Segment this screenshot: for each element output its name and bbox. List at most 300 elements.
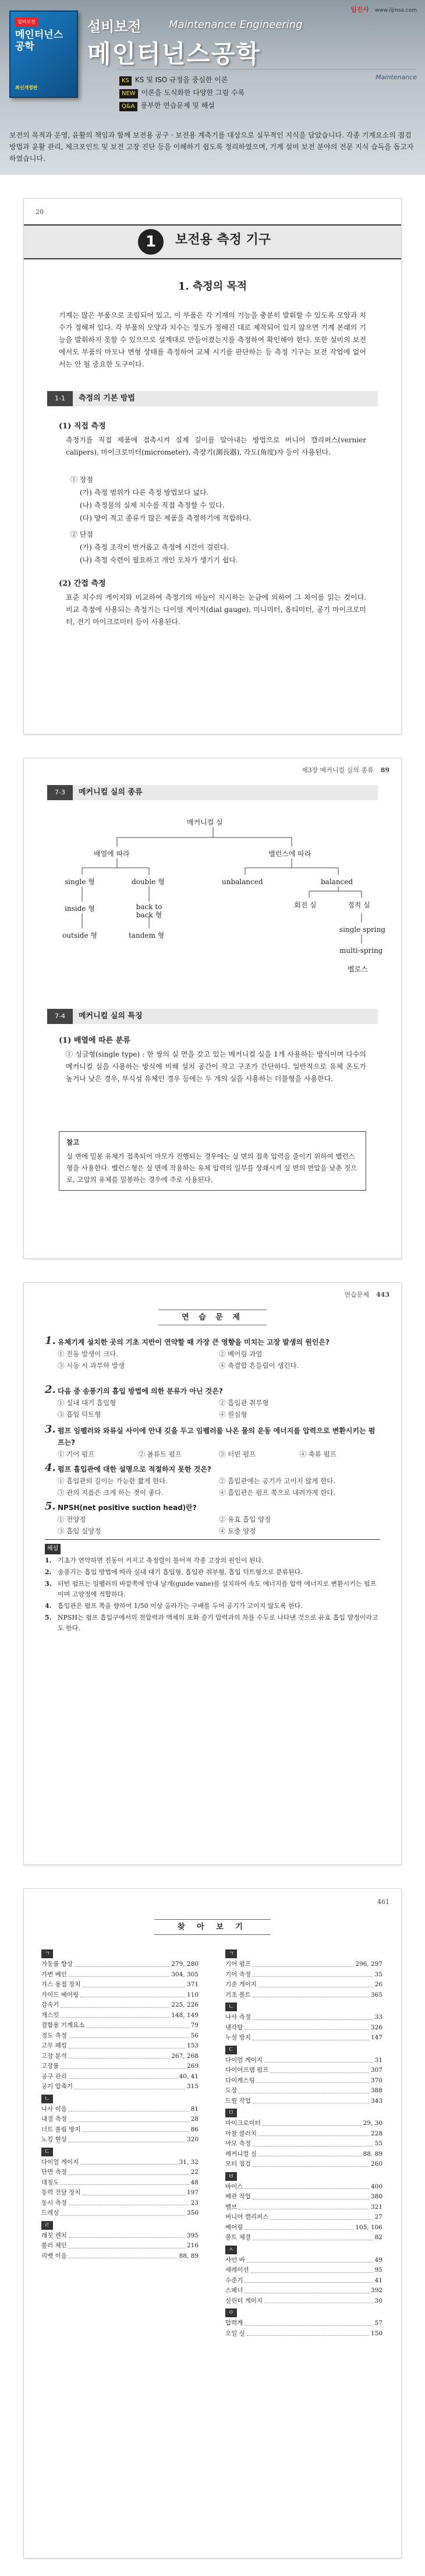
note-text: 실 면에 밀봉 유체가 접촉되어 마모가 진행되는 경우에는 실 면의 접촉 압력을 줄이기 위하여 밸런스형을 사용한다. 밸런스형은 실 면에 작용하는 유체 압력의 일부를 상쇄시켜 실 면의 면압을 낮춘 것으로, 고압의 유체를 밀봉하는 경우에 주로 사용된다. (66, 1152, 357, 1184)
index-term: 기초 볼트 (225, 1991, 251, 1998)
index-term: 너트 풀림 방지 (41, 2125, 81, 2133)
index-entry[interactable] (41, 2251, 199, 2262)
index-leader-dots (257, 2076, 369, 2084)
index-page-ref: 30 (374, 2297, 382, 2304)
disadvantages-heading: ② 단점 (70, 530, 93, 539)
index-title-text: 찾 아 보 기 (154, 1919, 271, 1935)
sample-page-89 (23, 758, 402, 1259)
index-leader-dots (253, 2192, 369, 2200)
index-entry[interactable] (41, 2105, 199, 2115)
indirect-measurement-text: 표준 치수의 게이지와 비교하여 측정기의 바늘이 지시하는 눈금에 의하여 그 차이를 읽는 것이다. 비교 측정에 사용되는 측정기는 다이얼 게이지(dial gauge), 미니미터, 옵티미터, 공기 마이크로미터, 전기 마이크로미터 등이 사용된다. (66, 593, 366, 626)
tree-node: 벨로스 (348, 965, 368, 973)
index-page-ref: 370 (370, 2077, 382, 2084)
index-page-ref: 110 (186, 1991, 199, 1998)
subsection-number: 7-4 (47, 1009, 73, 1024)
tree-node: single spring (339, 925, 385, 934)
index-page-ref: 260 (370, 2160, 382, 2167)
option[interactable]: ② 흡입관 취부형 (219, 1399, 269, 1407)
index-term: 실린더 게이지 (225, 2297, 263, 2304)
index-entry[interactable] (41, 2114, 199, 2125)
index-entry[interactable] (225, 2012, 382, 2023)
index-leader-dots (245, 2286, 369, 2293)
publisher-logo[interactable] (350, 5, 417, 14)
index-group-header: ㅇ (225, 2308, 237, 2317)
index-page-ref: 82 (374, 2234, 382, 2241)
index-entry[interactable] (41, 2198, 199, 2209)
option[interactable]: ③ 시동 시 과부하 발생 (58, 1361, 125, 1370)
option[interactable]: ① 기어 펌프 (58, 1450, 95, 1458)
index-term: 바이스 (225, 2183, 243, 2190)
index-page-ref: 27 (374, 2213, 382, 2220)
index-page-ref: 105, 106 (355, 2223, 382, 2231)
index-page-ref: 81 (190, 2105, 199, 2113)
index-leader-dots (253, 1959, 353, 1967)
index-leader-dots (61, 2011, 169, 2018)
index-term: 다이얼 게이지 (225, 2056, 263, 2064)
index-leader-dots (253, 2033, 369, 2040)
index-leader-dots (253, 2012, 373, 2020)
index-leader-dots (61, 2000, 169, 2008)
index-leader-dots (245, 2276, 373, 2283)
index-term: 다이어프램 펌프 (225, 2067, 269, 2074)
index-group-header: ㄴ (41, 2095, 53, 2103)
index-term: 밸브 (225, 2203, 238, 2211)
running-head-text: 연습문제 (344, 1291, 370, 1298)
index-page-ref: 148, 149 (171, 2011, 199, 2019)
advantage-item: (다) 양이 적고 종류가 많은 제품을 측정하기에 적합하다. (80, 514, 252, 522)
index-entry[interactable] (41, 2072, 199, 2082)
index-page-ref: 28 (190, 2116, 199, 2123)
section-title: 1. 측정의 목적 (178, 280, 247, 293)
index-group-header: ㄴ (225, 2003, 237, 2011)
banner-divider (116, 69, 417, 70)
index-group-header: ㄹ (41, 2221, 53, 2230)
question-number: 5. (45, 1500, 56, 1512)
option[interactable]: ① 진동 발생이 크다. (58, 1350, 118, 1358)
direct-measurement-text: 측정기를 직접 제품에 접촉시켜 실제 길이를 알아내는 방법으로 버니어 캘리퍼스(vernier calipers), 마이크로미터(micrometer), 측장기(測長器), 각도(角度)자 등이 사용된다. (66, 436, 366, 456)
index-term: 버니어 캘리퍼스 (225, 2213, 269, 2220)
index-term: 드레싱 (41, 2209, 59, 2216)
index-page-ref: 380 (370, 2193, 382, 2200)
subsection-bar (47, 391, 378, 406)
index-term: 노킹 현상 (41, 2136, 67, 2143)
index-entry[interactable] (41, 2041, 199, 2051)
index-page-ref: 147 (370, 2034, 382, 2041)
index-entry[interactable] (225, 2149, 382, 2160)
page-number: 443 (376, 1291, 389, 1298)
index-page-ref: 79 (190, 2022, 199, 2029)
index-term: 감속기 (41, 2001, 59, 2008)
arrangement-text: ① 싱글형(single type) : 한 쌍의 실 면을 갖고 있는 메커니컬 실을 1개 사용하는 방식이며 다수의 메커니컬 실을 사용하는 방식에 비해 설치 공간이 작고 구조가 간단하다. 일반적으로 유체 온도가 높거나 낮은 경우, 부식성 유체인 경우 등에는 두 개의 실을 사용하는 더블형을 사용한다. (66, 1050, 366, 1083)
index-entry[interactable] (41, 1990, 199, 2001)
index-leader-dots (83, 2188, 185, 2195)
chapter-title: 보전용 측정 기구 (175, 233, 271, 247)
index-leader-dots (61, 2178, 189, 2186)
index-entry[interactable] (225, 1970, 382, 1980)
index-entry[interactable] (225, 2223, 382, 2233)
index-page-ref: 320 (186, 2136, 199, 2143)
index-term: 기어 측정 (225, 1970, 251, 1978)
option[interactable]: ② 유효 흡입 양정 (219, 1515, 271, 1523)
index-leader-dots (69, 2251, 178, 2259)
index-page-ref: 31, 32 (179, 2158, 199, 2166)
answer-row (45, 1579, 380, 1600)
index-page-ref: 392 (370, 2287, 382, 2294)
index-term: 리벳 이음 (41, 2252, 67, 2260)
option[interactable]: ③ 터빈 펌프 (219, 1450, 256, 1458)
index-group-header: ㄷ (225, 2046, 237, 2054)
index-page-ref: 88, 89 (363, 2150, 382, 2158)
question-item (45, 1385, 380, 1420)
option[interactable]: ② 흡입관에는 공기가 고이지 않게 한다. (219, 1477, 336, 1485)
reference-note-box (59, 1131, 366, 1191)
option[interactable]: ④ 토출 양정 (219, 1527, 256, 1535)
answer-number: 5. (45, 1614, 52, 1621)
index-term: 사인 바 (225, 2256, 245, 2264)
page-number: 20 (36, 208, 44, 216)
index-entry[interactable] (225, 2139, 382, 2149)
question-item (45, 1502, 380, 1537)
index-term: 수준기 (225, 2276, 243, 2284)
index-entry[interactable] (41, 1959, 199, 1970)
index-leader-dots (80, 1990, 185, 1998)
intro-paragraph: 기계는 많은 부품으로 조립되어 있고, 이 부품은 각 기계의 기능을 충분히 발휘할 수 있도록 모양과 치수가 정해져 있다. 각 부품의 모양과 치수는 정도가 정해진 대로 제작되어 있지 않으면 기계 본래의 기능을 발휘하지 못할 수 있으므로 설계대로 만들어졌는지를 측정하여 확인해야 한다. 또한 설비의 보전에서도 부품의 마모나 변형 상태를 측정하여 교체 시기를 판단하는 등 측정 기구는 보전 작업에 없어서는 안 될 중요한 도구이다. (59, 311, 366, 368)
index-term: 다이얼 게이지 (41, 2158, 79, 2166)
banner-title-english: Maintenance Engineering (169, 19, 303, 31)
index-leader-dots (264, 2056, 373, 2063)
index-page-ref: 88, 89 (179, 2252, 199, 2260)
index-page-ref: 326 (370, 2024, 382, 2031)
index-leader-dots (270, 2065, 369, 2073)
tree-node: unbalanced (222, 878, 263, 886)
index-leader-dots (61, 2061, 185, 2069)
index-entry[interactable] (225, 2033, 382, 2043)
index-entry[interactable] (41, 2125, 199, 2135)
index-term: 동시 측정 (41, 2199, 67, 2207)
running-head (345, 1289, 389, 1301)
option[interactable]: ③ 관의 지름은 크게 하는 것이 좋다. (58, 1488, 164, 1497)
index-leader-dots (253, 2159, 369, 2167)
index-leader-dots (264, 2296, 373, 2304)
answer-number: 3. (45, 1580, 52, 1588)
index-term: 롤러 체인 (41, 2242, 67, 2249)
subsection-title: 측정의 기본 방법 (79, 394, 135, 403)
tree-node: balanced (321, 878, 353, 886)
index-page-ref: 29, 30 (363, 2120, 382, 2127)
index-entry[interactable] (41, 2208, 199, 2219)
index-page-ref: 56 (190, 2032, 199, 2039)
question-number: 3. (45, 1423, 56, 1435)
index-leader-dots (69, 2072, 178, 2079)
tree-node: single 형 (65, 878, 95, 886)
index-entry[interactable] (41, 2231, 199, 2241)
index-page-ref: 343 (370, 2097, 382, 2105)
disadvantage-item: (나) 측정 숙련이 필요하고 개인 오차가 생기기 쉽다. (80, 556, 238, 564)
heading-arrangement: (1) 배열에 따른 분류 (59, 1036, 130, 1045)
index-page-ref: 49 (374, 2256, 382, 2264)
index-term: 스패너 (225, 2287, 243, 2294)
index-entry[interactable] (41, 1980, 199, 1990)
index-term: 드릴 작업 (225, 2097, 251, 2105)
index-leader-dots (253, 1970, 373, 1977)
index-leader-dots (69, 2031, 189, 2039)
index-page-ref: 269 (186, 2063, 199, 2070)
option[interactable]: ① 흡입관의 길이는 가능한 짧게 한다. (58, 1477, 168, 1485)
subsection-bar (47, 785, 378, 800)
index-page-ref: 216 (186, 2242, 199, 2249)
index-group-header: ㄷ (41, 2148, 53, 2156)
index-column-right (225, 1947, 382, 2339)
index-term: 나사 측정 (225, 2014, 251, 2021)
index-entry[interactable] (225, 2318, 382, 2329)
index-group-header: ㅂ (225, 2172, 237, 2181)
index-entry[interactable] (225, 1959, 382, 1970)
index-term: 래칫 렌치 (41, 2232, 67, 2239)
advantage-item: (나) 측정물의 실제 치수를 직접 측정할 수 있다. (80, 501, 225, 509)
index-leader-dots (247, 2255, 373, 2263)
index-leader-dots (251, 2265, 373, 2273)
index-page-ref: 267, 268 (171, 2052, 199, 2060)
index-entry[interactable] (41, 2188, 199, 2198)
seal-classification-tree (47, 814, 385, 989)
index-leader-dots (253, 2096, 369, 2104)
index-entry[interactable] (41, 2082, 199, 2092)
index-entry[interactable] (225, 2233, 382, 2243)
index-page-ref: 304, 305 (171, 1970, 199, 1978)
index-term: 도장 (225, 2087, 238, 2094)
index-entry[interactable] (225, 2286, 382, 2296)
index-page-ref: 33 (374, 2014, 382, 2021)
tree-connectors (47, 814, 379, 989)
index-term: 고무 패킹 (41, 2042, 67, 2049)
advantages-heading: ① 장점 (70, 476, 93, 484)
index-entry[interactable] (41, 2051, 199, 2062)
index-entry[interactable] (225, 2192, 382, 2202)
tree-node: 정적 실 (348, 901, 370, 909)
tree-node: back to back 형 (136, 903, 162, 919)
index-term: 오일 실 (225, 2329, 245, 2337)
index-leader-dots (253, 1990, 369, 1998)
option[interactable]: ④ 원심형 (219, 1410, 247, 1419)
index-page-ref: 400 (370, 2183, 382, 2190)
index-leader-dots (83, 1980, 185, 1987)
index-entry[interactable] (225, 2065, 382, 2076)
index-page-ref: 197 (186, 2189, 199, 2196)
index-entry[interactable] (225, 2129, 382, 2139)
index-entry[interactable] (41, 2241, 199, 2251)
option[interactable]: ① 전양정 (58, 1515, 86, 1523)
index-entry[interactable] (225, 1990, 382, 2001)
index-term: 결합용 기계요소 (41, 2022, 85, 2029)
subsection-number: 1-1 (47, 391, 73, 406)
answer-explanations (45, 1539, 380, 1634)
index-page-ref: 225, 226 (171, 2001, 199, 2008)
option[interactable]: ③ 흡입 덕트형 (58, 1410, 101, 1419)
index-entry[interactable] (41, 2167, 199, 2178)
feature-text: 풍부한 연습문제 및 해설 (140, 101, 215, 110)
page-number: 461 (377, 1898, 389, 1906)
index-entry[interactable] (225, 2086, 382, 2096)
index-page-ref: 153 (186, 2042, 199, 2049)
index-entry[interactable] (41, 1970, 199, 1980)
question-text: 다음 중 송풍기의 흡입 방법에 의한 분류가 아닌 것은? (58, 1387, 223, 1395)
question-text: 펌프 흡입관에 대한 설명으로 적절하지 못한 것은? (58, 1465, 211, 1473)
index-page-ref: 365 (370, 1991, 382, 1998)
index-entry[interactable] (225, 2212, 382, 2223)
index-page-ref: 307 (370, 2067, 382, 2074)
index-leader-dots (258, 2129, 369, 2137)
index-leader-dots (75, 2082, 185, 2089)
option[interactable]: ④ 축류 펌프 (299, 1450, 337, 1458)
index-term: 내경 측정 (41, 2116, 67, 2123)
index-group-header: ㅁ (225, 2109, 237, 2117)
index-page-ref: 57 (374, 2320, 382, 2327)
index-page-ref: 26 (374, 1981, 382, 1988)
index-leader-dots (69, 1970, 169, 1977)
index-page-ref: 86 (190, 2125, 199, 2133)
index-term: 경도 측정 (41, 2032, 67, 2039)
index-entry[interactable] (41, 2031, 199, 2042)
index-leader-dots (239, 2202, 369, 2210)
option[interactable]: ② 베어링 과열 (219, 1350, 263, 1358)
index-leader-dots (253, 2233, 373, 2240)
index-entry[interactable] (41, 2011, 199, 2021)
index-entry[interactable] (225, 2265, 382, 2276)
index-term: 배관 작업 (225, 2193, 251, 2200)
index-entry[interactable] (225, 2056, 382, 2066)
answer-row (45, 1613, 380, 1634)
index-term: 개스킷 (41, 2011, 59, 2019)
index-term: 마모 측정 (225, 2140, 251, 2147)
option[interactable]: ① 실내 대기 흡입형 (58, 1399, 116, 1407)
index-entry[interactable] (41, 2178, 199, 2188)
book-description: 보전의 목적과 운영, 윤활의 책임과 함께 보전용 공구 · 보전용 계측기를 대상으로 실무적인 지식을 담았습니다. 각종 기계요소의 점검 방법과 윤활 관리, 체크포인트 및 보전 고장 진단 등을 이해하기 쉽도록 정리하였으며, 기계 설비 보전 분야의 전문 지식 습득을 돕고자 하였습니다. (9, 131, 414, 163)
feature-text: 이론을 도식화한 다양한 그림 수록 (141, 89, 245, 97)
index-entry[interactable] (225, 2276, 382, 2286)
index-leader-dots (69, 2198, 189, 2206)
answers-label: 해설 (45, 1544, 61, 1554)
question-text: 유체기계 설치한 곳의 기초 지반이 연약할 때 가장 큰 영향을 미치는 고장 발생의 원인은? (58, 1338, 330, 1346)
tree-node: outside 형 (62, 931, 97, 939)
index-term: 기어 펌프 (225, 1961, 251, 1968)
index-page-ref: 228 (370, 2130, 382, 2137)
index-leader-dots (69, 2051, 169, 2059)
index-entry[interactable] (225, 2159, 382, 2170)
answer-number: 1. (45, 1557, 52, 1564)
index-leader-dots (258, 1980, 373, 1987)
index-term: 나사 이음 (41, 2105, 67, 2113)
sample-page-20 (23, 198, 402, 734)
disadvantage-item: (가) 측정 조작이 번거롭고 측정에 시간이 걸린다. (80, 543, 229, 551)
index-page-ref: 22 (190, 2169, 199, 2176)
exercise-title (24, 1310, 401, 1325)
question-item (45, 1425, 380, 1460)
book-cover[interactable] (9, 10, 78, 98)
index-entry[interactable] (41, 2061, 199, 2072)
option[interactable]: ④ 축결합 흔들림이 생긴다. (219, 1361, 299, 1370)
index-leader-dots (80, 2158, 177, 2165)
index-leader-dots (245, 2182, 369, 2190)
index-term: 대칭도 (41, 2179, 59, 2186)
index-term: 마이크로미터 (225, 2120, 261, 2127)
answer-number: 4. (45, 1602, 52, 1610)
index-entry[interactable] (225, 1980, 382, 1990)
chapter-number: 1 (138, 229, 164, 255)
publisher-name: 일진사 (350, 6, 370, 13)
index-column-left (41, 1947, 199, 2261)
book-badge: 설비보전 (15, 17, 38, 26)
index-entry[interactable] (225, 2118, 382, 2129)
index-entry[interactable] (225, 2296, 382, 2307)
heading-direct-measurement: (1) 직접 측정 (59, 422, 106, 431)
index-leader-dots (263, 2118, 362, 2126)
feature-item (119, 86, 245, 99)
index-entry[interactable] (41, 2021, 199, 2031)
banner-maintenance-label: Maintenance (376, 73, 417, 81)
tree-node: 회전 실 (294, 901, 317, 909)
feature-tag: NEW (119, 89, 138, 98)
question-text: NPSH(net positive suction head)란? (58, 1504, 197, 1512)
index-entry[interactable] (225, 2096, 382, 2107)
index-term: 가변 베인 (41, 1970, 67, 1978)
index-term: 공기 압축기 (41, 2083, 73, 2090)
tree-node: inside 형 (65, 905, 95, 913)
index-page-ref: 279, 280 (171, 1961, 199, 1968)
index-page-ref: 388 (370, 2087, 382, 2094)
option[interactable]: ③ 흡입 실양정 (58, 1527, 101, 1535)
sample-page-443 (23, 1282, 402, 1865)
index-entry[interactable] (225, 2255, 382, 2266)
publisher-url: www.iljinsa.com (374, 8, 417, 13)
option[interactable]: ② 볼류트 펌프 (138, 1450, 182, 1458)
index-entry[interactable] (41, 2135, 199, 2145)
tree-root: 메커니컬 실 (187, 818, 223, 826)
index-term: 베어링 (225, 2223, 243, 2231)
index-entry[interactable] (225, 2182, 382, 2193)
index-entry[interactable] (225, 2329, 382, 2339)
index-leader-dots (69, 2041, 185, 2049)
banner-title: 메인터넌스공학 (87, 40, 261, 68)
index-page-ref: 40, 41 (179, 2072, 199, 2080)
index-page-ref: 31 (374, 2056, 382, 2064)
index-entry[interactable] (41, 2158, 199, 2168)
index-page-ref: 350 (186, 2209, 199, 2216)
running-head-text: 제3장 메커니컬 실의 종류 (301, 766, 374, 774)
sample-page-461-index (23, 1888, 402, 2559)
index-group-header: ㅅ (225, 2246, 237, 2254)
answer-number: 2. (45, 1568, 52, 1576)
feature-tag: Q&A (119, 102, 137, 111)
feature-item (119, 73, 245, 86)
index-page-ref: 55 (374, 2140, 382, 2147)
option[interactable]: ④ 흡입관은 펌프 쪽으로 내려가게 한다. (219, 1488, 336, 1497)
index-entry[interactable] (225, 2023, 382, 2033)
index-entry[interactable] (225, 2202, 382, 2213)
subsection-bar (47, 1009, 378, 1024)
question-item (45, 1463, 380, 1498)
feature-tag: KS (119, 76, 132, 86)
answer-row (45, 1601, 380, 1611)
index-leader-dots (69, 2241, 185, 2248)
index-page-ref: 371 (186, 1981, 199, 1988)
tree-node: double 형 (132, 878, 165, 886)
index-entry[interactable] (41, 2000, 199, 2011)
index-page-ref: 35 (374, 1970, 382, 1978)
index-entry[interactable] (225, 2076, 382, 2086)
page-number: 89 (380, 766, 389, 774)
question-number: 4. (45, 1462, 56, 1474)
index-term: 동력 전달 장치 (41, 2189, 81, 2196)
